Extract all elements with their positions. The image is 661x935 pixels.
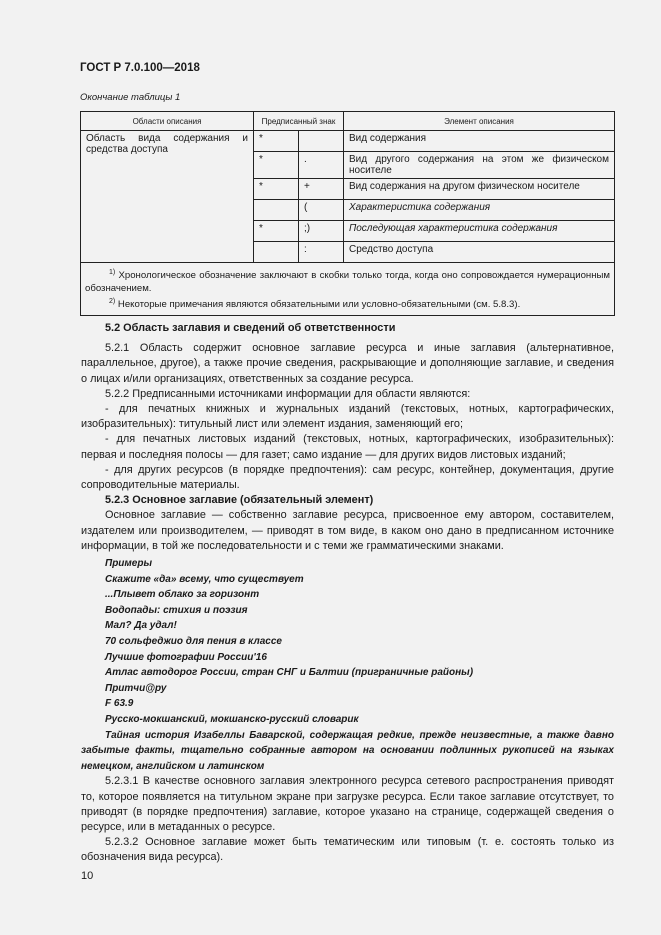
subsection-heading: 5.2.3 Основное заглавие (обязательный элемент) <box>105 494 374 507</box>
element-cell: Вид содержания на другом физическом носителе <box>344 179 615 200</box>
column-header: Области описания <box>81 112 254 131</box>
sign-cell: + <box>299 179 344 200</box>
footnote-text: Некоторые примечания являются обязательными или условно-обязательными (см. 5.8.3). <box>117 299 521 311</box>
mark-cell: * <box>254 221 299 242</box>
example-item: 70 сольфеджио для пения в классе <box>105 636 282 648</box>
element-cell: Средство доступа <box>344 242 615 263</box>
paragraph: 5.2.1 Область содержит основное заглавие ресурса и иные заглавия (альтернативное, параллельное, другое), а также прочие сведения, раскрывающие и дополняющие заглавие, и сведения о лицах и/или организациях, ответственных за создание ресурса. <box>81 342 614 385</box>
element-cell: Вид содержания <box>344 131 615 152</box>
paragraph: 5.2.3.2 Основное заглавие может быть тематическим или типовым (т. е. состоять только из обозначения вида ресурса). <box>81 836 614 864</box>
example-item: Тайная история Изабеллы Баварской, содержащая редкие, прежде неизвестные, а также давно забытые факты, тщательно собранные автором на основании подлинных рукописей на языках немецком, английском и латинском <box>81 729 614 772</box>
element-cell: Характеристика содержания <box>344 200 615 221</box>
mark-cell <box>254 200 299 221</box>
sign-cell: ;) <box>299 221 344 242</box>
section-heading: 5.2 Область заглавия и сведений об ответственности <box>105 322 396 334</box>
standard-header: ГОСТ Р 7.0.100—2018 <box>80 62 200 74</box>
table-caption: Окончание таблицы 1 <box>80 92 181 103</box>
description-table <box>80 111 615 316</box>
footnote-text: Хронологическое обозначение заключают в скобки только тогда, когда оно сопровождается нумерационным обозначением. <box>85 270 610 295</box>
sign-cell: : <box>299 242 344 263</box>
footnote-number: 1) <box>109 269 116 276</box>
example-item: F 63.9 <box>105 698 134 710</box>
example-item: Русско-мокшанский, мокшанско-русский словарик <box>105 713 359 725</box>
example-item: Мал? Да удал! <box>105 620 177 632</box>
sign-cell <box>299 131 344 152</box>
table-row <box>81 131 615 152</box>
sign-cell: ( <box>299 200 344 221</box>
column-header: Элемент описания <box>344 112 615 131</box>
example-item: ...Плывет облако за горизонт <box>105 589 260 601</box>
column-header: Предписанный знак <box>254 112 344 131</box>
mark-cell: * <box>254 179 299 200</box>
example-item: Лучшие фотографии России'16 <box>105 651 267 663</box>
footnote-number: 2) <box>109 298 116 306</box>
table-footnotes-row <box>81 263 615 316</box>
area-cell: Область вида содержания и средства доступа <box>81 131 254 263</box>
examples-list <box>81 556 614 774</box>
example-item: Притчи@ру <box>105 682 167 694</box>
sign-cell: . <box>299 152 344 179</box>
element-cell: Последующая характеристика содержания <box>344 221 615 242</box>
footnotes-cell <box>81 263 615 316</box>
paragraph: - для печатных листовых изданий (текстовых, нотных, картографических, изобразительных): первая и последняя полосы — для газет; само издание — для других видов листовых изданий; <box>81 433 614 461</box>
example-item: Скажите «да» всему, что существует <box>105 573 304 585</box>
example-item: Водопады: стихия и поэзия <box>105 604 248 616</box>
mark-cell: * <box>254 152 299 179</box>
example-item: Атлас автодорог России, стран СНГ и Балтии (приграничные районы) <box>105 667 474 679</box>
paragraph: - для других ресурсов (в порядке предпочтения): сам ресурс, контейнер, документация, другие сопроводительные материалы. <box>81 463 614 492</box>
paragraph: 5.2.2 Предписанными источниками информации для области являются: <box>105 387 471 400</box>
mark-cell: * <box>254 131 299 152</box>
footnote <box>85 266 610 295</box>
paragraph: Основное заглавие — собственно заглавие ресурса, присвоенное ему автором, составителем, издателем или производителем, — приводят в том виде, в каком оно дано в предписанном источнике информации, в той же последовательности и с теми же грамматическими знаками. <box>81 509 614 552</box>
mark-cell <box>254 242 299 263</box>
section-body <box>81 321 614 866</box>
page-number: 10 <box>81 870 94 882</box>
table-header-row <box>81 112 615 131</box>
element-cell: Вид другого содержания на этом же физическом носителе <box>344 152 615 179</box>
paragraph: - для печатных книжных и журнальных изданий (текстовых, нотных, картографических, изобразительных): титульный лист или элемент издания, заменяющий его; <box>81 403 614 431</box>
examples-label: Примеры <box>105 558 153 570</box>
paragraph: 5.2.3.1 В качестве основного заглавия электронного ресурса сетевого распространения приводят то, которое появляется на титульном экране при загрузке ресурса. Если такое заглавие отсутствует, то приводят (в порядке предпочтения) заглавие, которое указано на странице, содержащей сведения о ресурсе, или в метаданных о ресурсе. <box>81 775 614 833</box>
footnote <box>85 295 610 311</box>
